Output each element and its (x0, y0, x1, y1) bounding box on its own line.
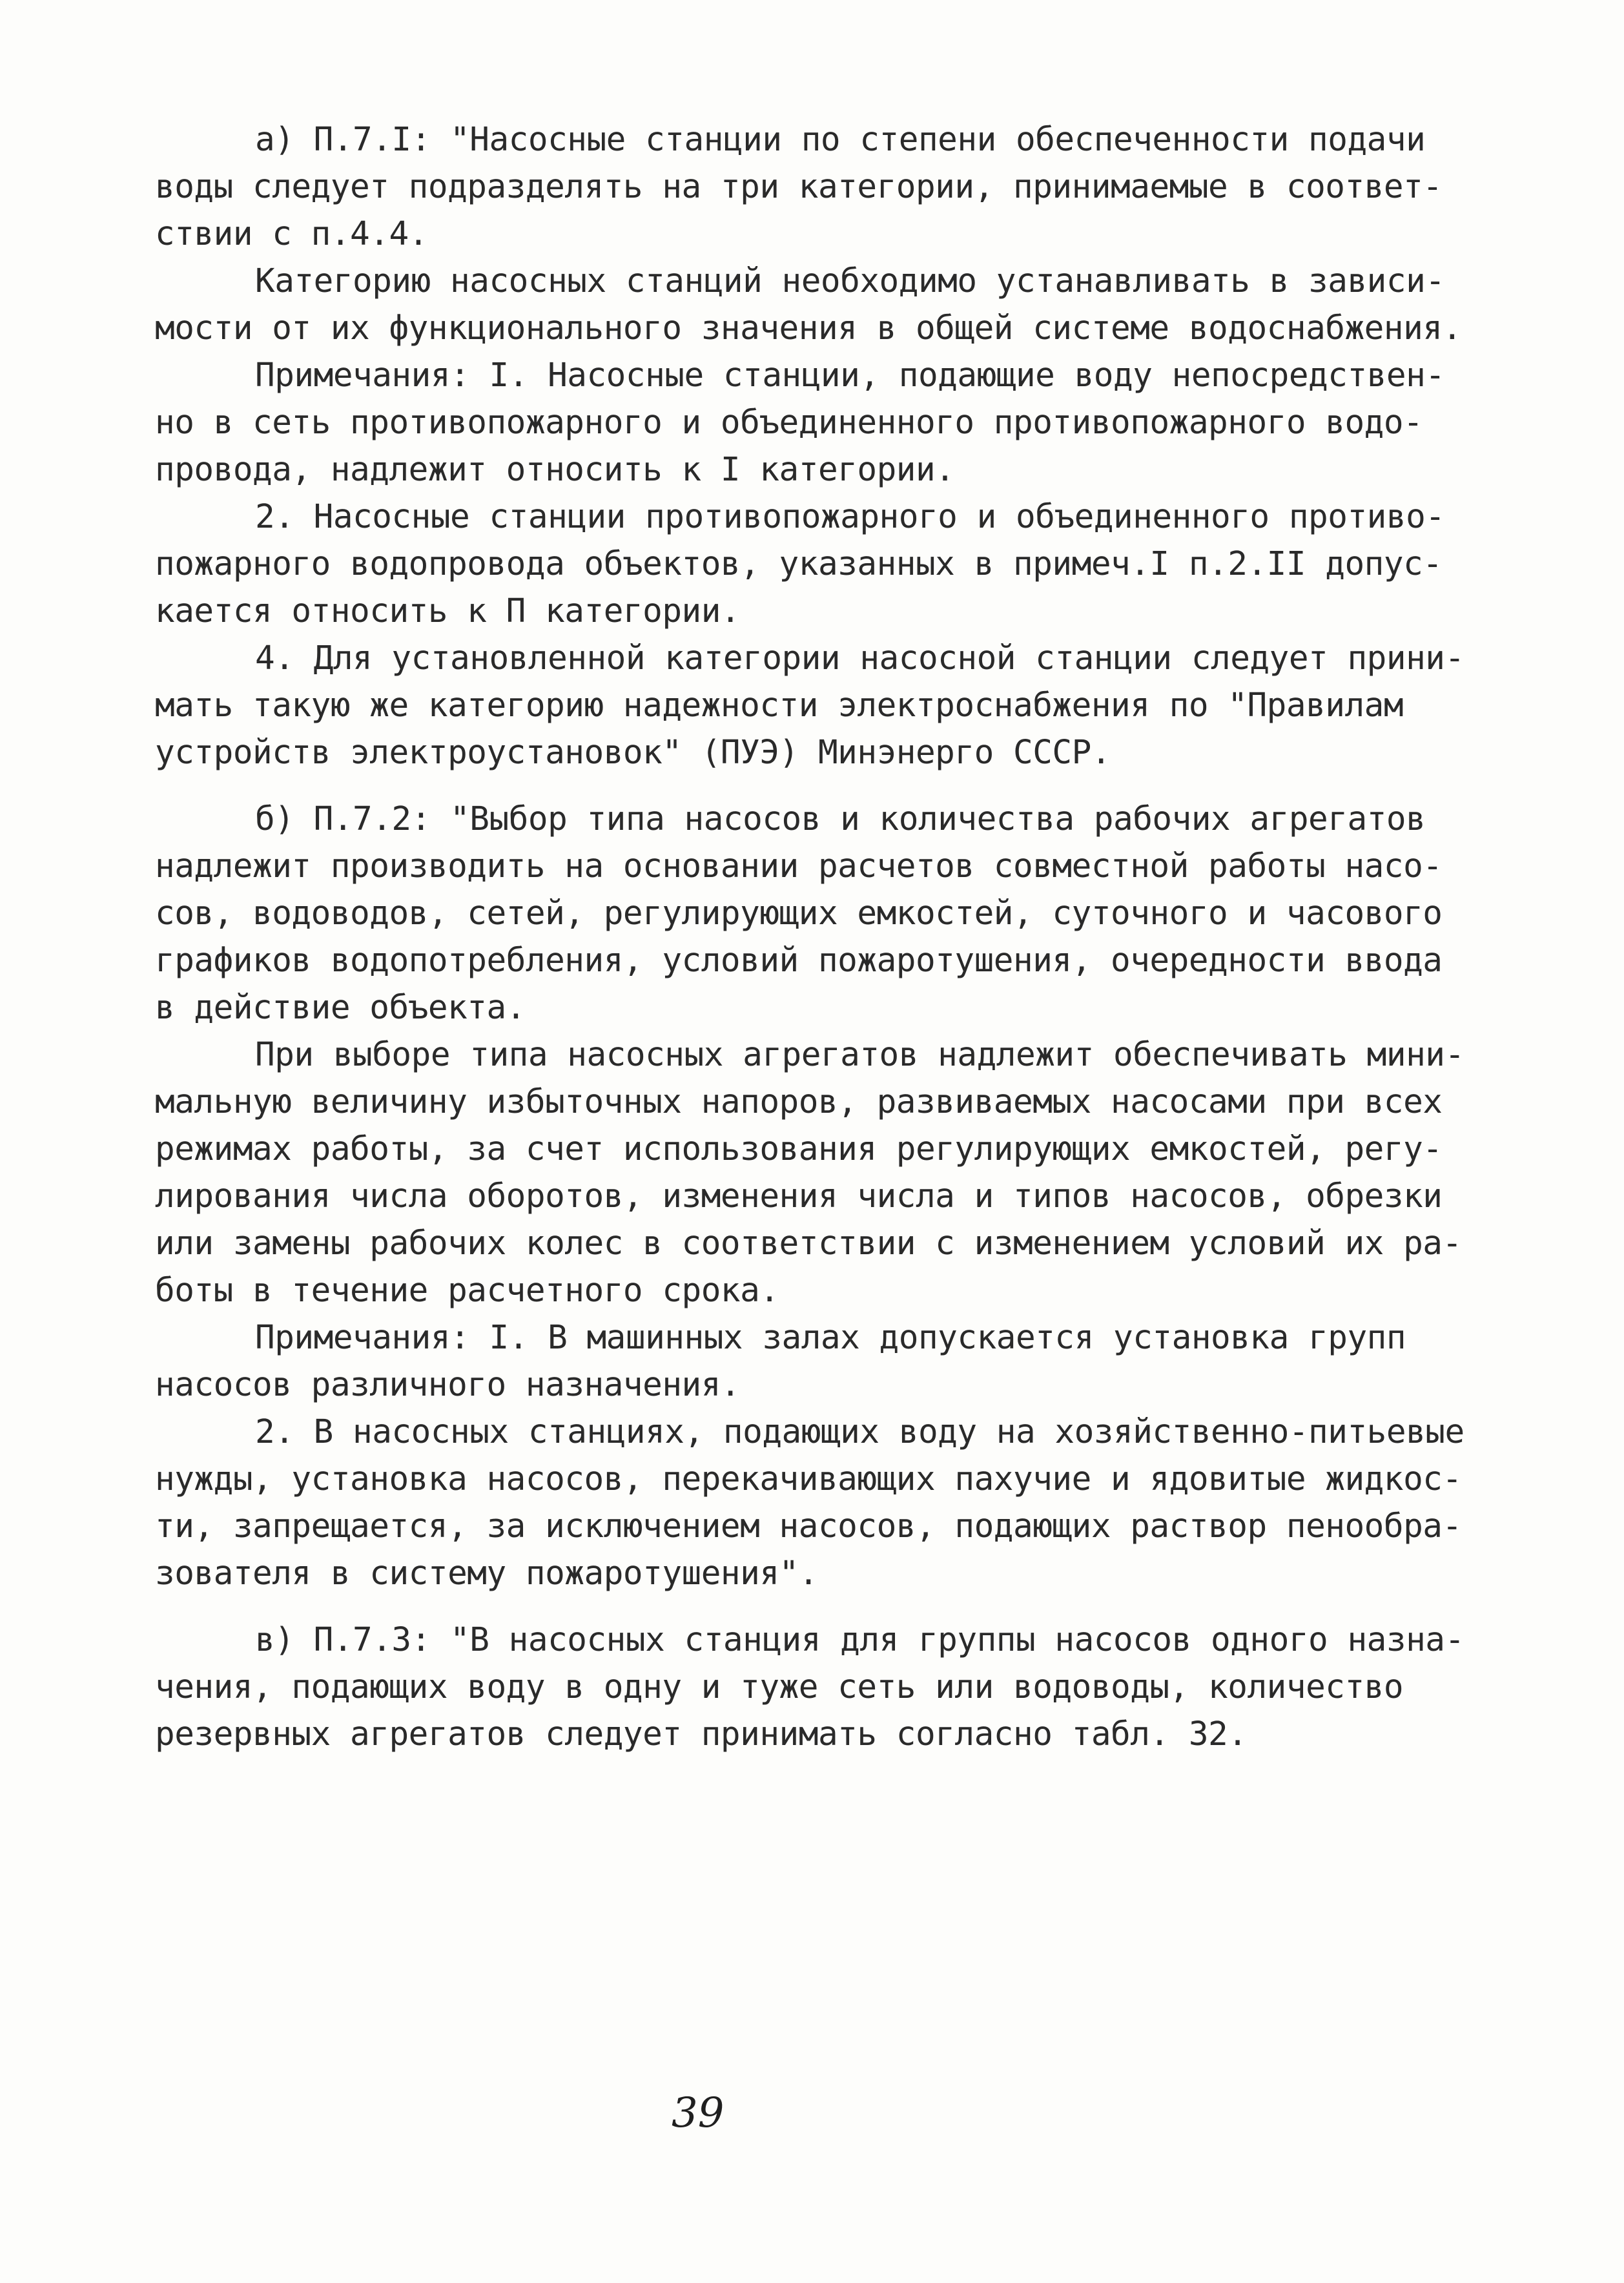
paragraph-selection-line-2: мальную величину избыточных напоров, развиваемых насосами при всех (155, 1083, 1443, 1121)
paragraph-selection-line-3: режимах работы, за счет использования регулирующих емкостей, регу- (155, 1130, 1443, 1168)
note-b2-line-2: нужды, установка насосов, перекачивающих пахучие и ядовитые жидкос- (155, 1460, 1462, 1498)
paragraph-v-line-3: резервных агрегатов следует принимать согласно табл. 32. (155, 1715, 1248, 1753)
note-4-line-3: устройств электроустановок" (ПУЭ) Минэнерго СССР. (155, 734, 1111, 772)
paragraph-b-line-4: графиков водопотребления, условий пожаротушения, очередности ввода (155, 942, 1443, 980)
paragraph-v-line-1: в) П.7.3: "В насосных станция для группы насосов одного назна- (255, 1621, 1465, 1659)
paragraph-v-line-2: чения, подающих воду в одну и туже сеть или водоводы, количество (155, 1668, 1404, 1706)
section-gap (155, 1597, 1537, 1617)
paragraph-b-line-1: б) П.7.2: "Выбор типа насосов и количества рабочих агрегатов (255, 800, 1426, 838)
note-b2-line-1: 2. В насосных станциях, подающих воду на хозяйственно-питьевые (255, 1413, 1465, 1451)
note-b2-line-3: ти, запрещается, за исключением насосов, подающих раствор пенообра- (155, 1507, 1462, 1545)
document-body (155, 116, 1537, 1758)
note-b1-line-2: насосов различного назначения. (155, 1366, 741, 1404)
paragraph-a-line-3: ствии с п.4.4. (155, 215, 428, 253)
paragraph-selection-line-1: При выборе типа насосных агрегатов надлежит обеспечивать мини- (255, 1036, 1465, 1074)
section-gap (155, 776, 1537, 796)
paragraph-a-line-1: а) П.7.I: "Насосные станции по степени обеспеченности подачи (255, 121, 1426, 159)
page-number: 39 (672, 2089, 725, 2137)
note-2-line-3: кается относить к П категории. (155, 592, 741, 630)
note-b1-line-1: Примечания: I. В машинных залах допускается установка групп (255, 1319, 1406, 1357)
note-4-line-2: мать такую же категорию надежности электроснабжения по "Правилам (155, 687, 1404, 725)
paragraph-category-line-1: Категорию насосных станций необходимо устанавливать в зависи- (255, 262, 1445, 300)
note-1-line-3: провода, надлежит относить к I категории. (155, 451, 955, 489)
note-1-line-2: но в сеть противопожарного и объединенного противопожарного водо- (155, 404, 1423, 442)
paragraph-b-line-3: сов, водоводов, сетей, регулирующих емкостей, суточного и часового (155, 894, 1443, 933)
note-2-line-1: 2. Насосные станции противопожарного и объединенного противо- (255, 498, 1445, 536)
note-2-line-2: пожарного водопровода объектов, указанных в примеч.I п.2.II допус- (155, 545, 1443, 583)
paragraph-selection-line-4: лирования числа оборотов, изменения числа и типов насосов, обрезки (155, 1177, 1443, 1215)
note-1-line-1: Примечания: I. Насосные станции, подающие воду непосредствен- (255, 356, 1445, 395)
paragraph-a-line-2: воды следует подразделять на три категории, принимаемые в соответ- (155, 168, 1443, 206)
paragraph-b-line-2: надлежит производить на основании расчетов совместной работы насо- (155, 847, 1443, 885)
paragraph-b-line-5: в действие объекта. (155, 989, 526, 1027)
paragraph-selection-line-6: боты в течение расчетного срока. (155, 1272, 779, 1310)
paragraph-selection-line-5: или замены рабочих колес в соответствии с изменением условий их ра- (155, 1224, 1462, 1263)
note-b2-line-4: зователя в систему пожаротушения". (155, 1555, 818, 1593)
note-4-line-1: 4. Для установленной категории насосной станции следует прини- (255, 639, 1465, 677)
paragraph-category-line-2: мости от их функционального значения в общей системе водоснабжения. (155, 309, 1462, 347)
